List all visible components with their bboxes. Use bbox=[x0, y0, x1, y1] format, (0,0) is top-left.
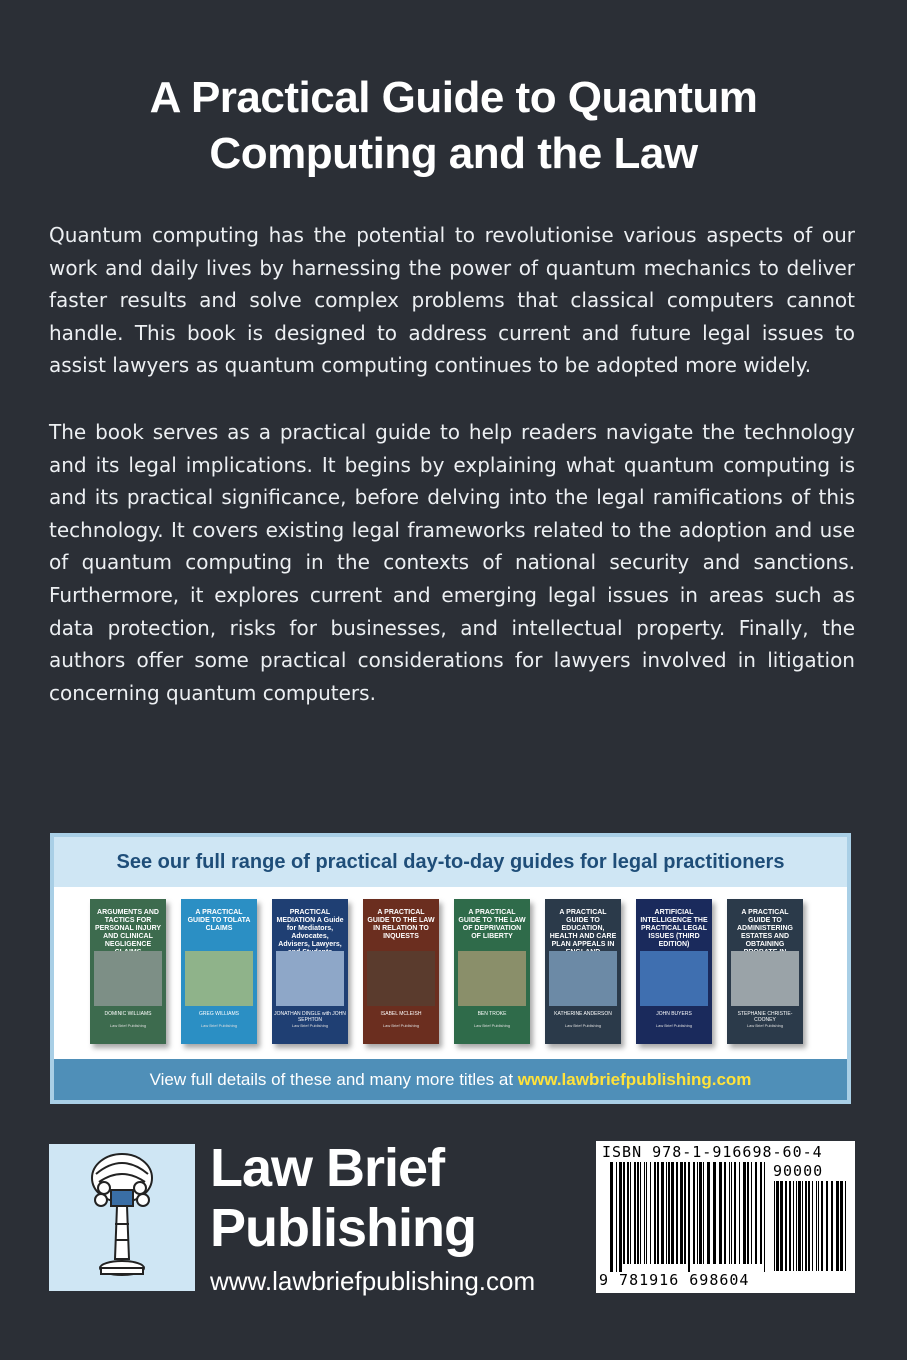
book-cover-publisher: Law Brief Publishing bbox=[382, 1023, 420, 1028]
book-cover-author: STEPHANIE CHRISTIE-COONEY bbox=[737, 1011, 793, 1023]
book-shelf bbox=[54, 887, 847, 1059]
barcode-bar bbox=[699, 1162, 702, 1264]
barcode-bar bbox=[619, 1162, 622, 1272]
barcode-bar bbox=[812, 1181, 813, 1271]
book-cover-author: BEN TROKE bbox=[477, 1011, 507, 1017]
barcode-bar bbox=[644, 1162, 645, 1264]
book-cover-author: JOHN BUYERS bbox=[656, 1011, 692, 1017]
barcode-bar bbox=[668, 1162, 670, 1264]
publisher-logo bbox=[49, 1144, 195, 1291]
barcode-bar bbox=[776, 1181, 779, 1271]
book-cover-title: A PRACTICAL GUIDE TO TOLATA CLAIMS bbox=[187, 909, 251, 932]
barcode-bar bbox=[637, 1162, 639, 1264]
barcode-bar bbox=[657, 1162, 659, 1264]
book-cover-author: KATHERINE ANDERSON bbox=[554, 1011, 612, 1017]
barcode-bar bbox=[661, 1162, 664, 1264]
barcode-bar bbox=[724, 1162, 726, 1264]
barcode-bar bbox=[707, 1162, 710, 1264]
book-cover-image bbox=[276, 951, 344, 1006]
barcode-bar bbox=[831, 1181, 833, 1271]
book-cover-title: A PRACTICAL GUIDE TO EDUCATION, HEALTH AND CARE PLAN APPEALS IN bbox=[549, 909, 617, 948]
ean-digits: 9 781916 698604 bbox=[599, 1271, 750, 1289]
publisher-name-line-2: Publishing bbox=[210, 1198, 476, 1258]
ean-barcode-bars bbox=[610, 1162, 768, 1272]
barcode-bar bbox=[693, 1162, 695, 1264]
barcode-bar bbox=[697, 1162, 698, 1264]
barcode-bar bbox=[840, 1181, 843, 1271]
publisher-name-line-1: Law Brief bbox=[210, 1138, 445, 1198]
promo-footer-text: View full details of these and many more titles at bbox=[149, 1070, 518, 1089]
barcode-bar bbox=[671, 1162, 674, 1264]
barcode-bar bbox=[676, 1162, 678, 1264]
book-cover-publisher: Law Brief Publishing bbox=[564, 1023, 602, 1028]
book-cover-title: PRACTICAL MEDIATION A Guide for Mediators, Advocates, Advisers, Lawyers, bbox=[276, 909, 344, 948]
price-barcode-bars bbox=[774, 1181, 846, 1271]
book-cover-publisher: Law Brief Publishing bbox=[291, 1023, 329, 1028]
barcode-bar bbox=[821, 1181, 823, 1271]
barcode-bar bbox=[610, 1162, 613, 1272]
barcode-bar bbox=[666, 1162, 667, 1264]
book-cover-title: ARTIFICIAL INTELLIGENCE THE PRACTICAL LEGAL ISSUES (THIRD EDITION) bbox=[640, 909, 708, 948]
isbn-label: ISBN 978-1-916698-60-4 bbox=[602, 1143, 823, 1161]
barcode-bar bbox=[739, 1162, 740, 1264]
barcode-bar bbox=[796, 1181, 797, 1271]
promo-heading: See our full range of practical day-to-day guides for legal practitioners bbox=[54, 837, 847, 887]
book-cover[interactable] bbox=[181, 899, 257, 1044]
barcode-bar bbox=[713, 1162, 716, 1264]
book-cover-author: DOMINIC WILLIAMS bbox=[104, 1011, 152, 1017]
barrister-wig-icon bbox=[49, 1144, 195, 1291]
book-cover-image bbox=[367, 951, 435, 1006]
barcode-bar bbox=[793, 1181, 794, 1271]
barcode-bar bbox=[816, 1181, 817, 1271]
publisher-url[interactable]: www.lawbriefpublishing.com bbox=[210, 1266, 536, 1296]
barcode-bar bbox=[760, 1162, 762, 1264]
book-cover-title: ARGUMENTS AND TACTICS FOR PERSONAL INJURY AND CLINICAL NEGLIGENCE bbox=[94, 909, 162, 948]
book-cover-publisher: Law Brief Publishing bbox=[109, 1023, 147, 1028]
book-cover[interactable] bbox=[272, 899, 348, 1044]
blurb-paragraph-1: Quantum computing has the potential to revolutionise various aspects of our work and daily lives by harnessing the power of quantum mechanics to deliver faster results and solve complex problems that classical computers cannot handle. This book is designed to address current and future legal issues to assist lawyers as quantum computing continues to be adopted more widely. bbox=[49, 223, 855, 378]
barcode-bar bbox=[616, 1162, 617, 1272]
book-cover-title: A PRACTICAL GUIDE TO THE LAW OF DEPRIVATION OF LIBERTY bbox=[458, 909, 526, 940]
book-cover-author: JONATHAN DINGLE with JOHN SEPHTON bbox=[274, 1011, 346, 1023]
isbn-barcode bbox=[596, 1141, 855, 1293]
barcode-bar bbox=[734, 1162, 736, 1264]
book-cover-image bbox=[94, 951, 162, 1006]
promo-banner bbox=[50, 833, 851, 1104]
barcode-bar bbox=[780, 1181, 783, 1271]
book-title bbox=[0, 70, 907, 182]
barcode-bar bbox=[808, 1181, 810, 1271]
barcode-bar bbox=[826, 1181, 828, 1271]
barcode-bar bbox=[789, 1181, 791, 1271]
barcode-bar bbox=[818, 1181, 819, 1271]
title-line-2: Computing and the Law bbox=[209, 129, 698, 178]
barcode-bar bbox=[646, 1162, 647, 1264]
blurb-paragraph-2: The book serves as a practical guide to help readers navigate the technology and its legal implications. It begins by explaining what quantum computing is and its practical significance, before delving into the legal ramifications of this technology. It covers existing legal frameworks related to the adoption and use of quantum computing in the contexts of national security and sanctions. Furthermore, it explores current and emerging legal issues in areas such as data protection, risks for businesses, and intellectual property. Finally, the authors offer some practical considerations for lawyers involved in litigation concerning quantum computers. bbox=[49, 420, 855, 705]
barcode-bar bbox=[654, 1162, 656, 1264]
book-cover-publisher: Law Brief Publishing bbox=[655, 1023, 693, 1028]
publisher-name bbox=[210, 1138, 476, 1258]
book-cover[interactable] bbox=[636, 899, 712, 1044]
barcode-bar bbox=[729, 1162, 730, 1264]
barcode-bar bbox=[650, 1162, 651, 1264]
barcode-bar bbox=[743, 1162, 746, 1264]
title-line-1: A Practical Guide to Quantum bbox=[149, 73, 758, 122]
book-cover[interactable] bbox=[727, 899, 803, 1044]
book-cover[interactable] bbox=[90, 899, 166, 1044]
book-cover-image bbox=[731, 951, 799, 1006]
book-cover-image bbox=[185, 951, 253, 1006]
barcode-bar bbox=[640, 1162, 641, 1264]
promo-footer-link[interactable]: www.lawbriefpublishing.com bbox=[517, 1070, 752, 1089]
barcode-bar bbox=[627, 1162, 629, 1264]
book-cover-author: ISABEL MCLEISH bbox=[380, 1011, 422, 1017]
barcode-bar bbox=[764, 1162, 765, 1272]
book-cover-title: A PRACTICAL GUIDE TO ADMINISTERING ESTATES AND OBTAINING bbox=[737, 909, 793, 948]
barcode-bar bbox=[634, 1162, 636, 1264]
barcode-bar bbox=[845, 1181, 846, 1271]
barcode-bar bbox=[785, 1181, 787, 1271]
book-cover-author: GREG WILLIAMS bbox=[198, 1011, 239, 1017]
barcode-bar bbox=[774, 1181, 775, 1271]
book-cover[interactable] bbox=[363, 899, 439, 1044]
barcode-bar bbox=[802, 1181, 803, 1271]
barcode-bar bbox=[751, 1162, 752, 1264]
barcode-bar bbox=[703, 1162, 704, 1264]
book-cover-publisher: Law Brief Publishing bbox=[200, 1023, 238, 1028]
barcode-bar bbox=[688, 1162, 690, 1272]
barcode-bar bbox=[684, 1162, 686, 1264]
book-cover[interactable] bbox=[545, 899, 621, 1044]
barcode-bar bbox=[731, 1162, 732, 1264]
barcode-bar bbox=[805, 1181, 807, 1271]
book-cover[interactable] bbox=[454, 899, 530, 1044]
barcode-bar bbox=[755, 1162, 757, 1264]
promo-footer bbox=[54, 1059, 847, 1100]
book-cover-publisher: Law Brief Publishing bbox=[473, 1023, 511, 1028]
barcode-bar bbox=[798, 1181, 801, 1271]
book-cover-image bbox=[458, 951, 526, 1006]
book-cover-title: A PRACTICAL GUIDE TO THE LAW IN RELATION TO INQUESTS bbox=[367, 909, 435, 940]
barcode-bar bbox=[747, 1162, 749, 1264]
book-cover-publisher: Law Brief Publishing bbox=[746, 1023, 784, 1028]
book-cover-image bbox=[640, 951, 708, 1006]
barcode-bar bbox=[836, 1181, 839, 1271]
barcode-bar bbox=[630, 1162, 631, 1264]
barcode-bar bbox=[623, 1162, 625, 1264]
price-code: 90000 bbox=[773, 1162, 824, 1180]
book-cover-image bbox=[549, 951, 617, 1006]
barcode-bar bbox=[719, 1162, 722, 1264]
barcode-bar bbox=[680, 1162, 683, 1264]
